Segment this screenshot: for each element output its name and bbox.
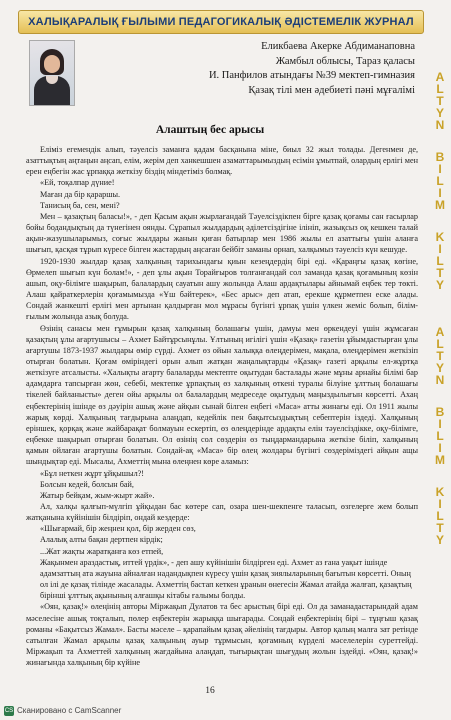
side-brand-strip bbox=[427, 70, 447, 670]
side-brand-word: KILTY bbox=[433, 230, 447, 290]
side-brand-word: ALTYN bbox=[433, 70, 447, 130]
paragraph: Еліміз егемендік алып, тәуелсіз заманға қадам басқанына міне, биыл 32 жыл толады. Дегенмен де, азаттықтың аңтаңын аңсап, елім, жерім деп ханкешшен азаматтарымыздың есімін ұмытпай, олардың ерлігі мен ерен еңбегін жас ұрпаққа жеткізу біздің міндетіміз болмақ. bbox=[26, 145, 418, 177]
verse-line: Болсын кедей, болсын бай, bbox=[40, 479, 134, 489]
verse-line: Жатыр бейқам, жым-жырт жай». bbox=[40, 490, 155, 500]
verse-line: Жақынмен араздастық, иттей үрдік», - деп ашу күйінішін білдірген еді. Ахмет аз ғана уақыт ішінде адамзаттың ата жауына айналған надандықпен күресу үшін қазақ зиялыларының бағытын көрсетті. Оның ол ілі де қазақ тілінде жасалады. Ахметтің бастап кеткен ұранын өнегесін Жамал атайда жалғап, қазақтың бірінші ұлттық ақынының алғашқы кітабы ғалымы болды. bbox=[40, 557, 412, 601]
author-info bbox=[115, 40, 415, 98]
paragraph: 1920-1930 жылдар қазақ халқының тарихындағы қиын кезеңдердің бірі еді. «Қараңғы қазақ көгіне, Өрмелеп шығып күн болам!», - деп ұлы ақын Торайғыров толғанғандай сол заманда қазақ қоғамының көзін ашып, оқу-білімге шақырып, балалардың сауатын ашу жолында Алаш ардақтылары айнымай еңбек тер төкті. Алаш қайраткерлерін қоғамымызда «Ұш бәйтерек», «Бес арыс» деп атап, ерекше құрметпен еске алады. Сондай жанкешті ерлігі мен артынан қалдырған мол мұрасы бүгінгі ұрпақ үшін үлкен жеміс болып, білім-ғылым жолында азық болуда. bbox=[26, 256, 418, 322]
paragraph: Өзінің санасы мен ғұмырын қазақ халқының болашағы үшін, дамуы мен өркендеуі үшін жұмсаған қазақтың ұлы ағартушысы – Ахмет Байтұрсынұлы. Ұлтының игілігі үшін «Қазақ» газетін ұйымдастырған ұлы ағартушы 1873-1937 жылдары өмір сүрді. Ахмет өз ойын халыққа өлеңдерімен, мақала, өлеңдерімен жеткізіп отырған болатын. Қоғам өміріндегі орын алып жатқан жаңалықтарды «Қазақ» газеті арқылы ел-жұртқа жеткізуге атсалысты. «Халықты ағарту балаларды мектепте оқытудан басталады және мұны арнайы білімі бар адамдарға тапсырған жөн, себебі, мектепке ұрпақтың өз халқының өткені туралы білуіне ұлттың болашағы тікелей байланысты» деген ойы арқылы ол балалардың медреседе оқытудың маңыздылығын көрсетті. Ахаң еңбектерінің ішінде өз дәуірін ашық және айқын сынай білген еңбегі «Маса» атты жинағы еді. Ол 1911 жылы жарық көрді. Халқының тағдырына алаңдап, кедейлік пен бақытсыздықтың себептерін іздеді. Халқының еріншек, қорқақ және жайбарақат болмауын ескертіп, өз өлеңдерінде ардақты елін тәуелсіздікке, оқу-білімге, еңбекке шақырып отырған болатын. Ол өзінің сол сөздерін өз тыңдармандарына жеткізе біліп, халқының қамын ойлаған ағартушы болатын. Сондай-ақ «Маса» бір өлең жолдары бүгінгі сөздеріміздегі айқын ащы шындықтар еді. Мысалы, Ахметтің мына өлеңнен көре аламыз: bbox=[26, 323, 418, 467]
article-body bbox=[26, 144, 418, 668]
paragraph: Мен – қазақтың баласы!», - деп Қасым ақын жырлағандай Тәуелсіздікпен бірге қазақ қоғамы сан ғасырлар бойы бодандықтың да түнегінен оянды. Сұрапыл жылдардың әділетсіздігіне ілініп, жазықсыз оқ кешкен талай ақын-жазушыларымыз, соғыс жылдары жанын қиған батырлар мен 1986 жылы ел азаттығы үшін аланға шығып, қасқая тұрып күресе білген жастардың аңсаған бейбіт заманы орнап, халқымыз тәуелсіз күн кешуде. bbox=[26, 211, 418, 255]
page-number: 16 bbox=[205, 686, 215, 696]
verse-line: «Бұл неткен жұрт ұйқышыл?! bbox=[40, 468, 145, 478]
side-brand-word: BILIM bbox=[433, 150, 447, 210]
paragraph: «Оян, қазақ!» өлеңінің авторы Міржақып Дулатов та бес арыстың бірі еді. Ол да заманадастарындай адам мәселесіне ашық тоқталып, пөлер еңбектерін жарыққа шығарады. Сондай еңбектерінің бірі – тұңғыш қазақ романы «Бақытсыз Жамал». Басты мәселе – қарапайым қазақ әйелінің тағдыры. Автор қалың малға зат ретінде сатылған Жамал арқылы қазақ халқының ауыр тұрмысын, қоғамның күрделі мәселелерін суреттейді. Міржақып та Ахметтей халқының жағдайына алаңдап, тығырықтан шығудың жолын іздейді. «Оян, қазақ!» жинағында халқының бір күйіне bbox=[26, 602, 418, 668]
author-school: И. Панфилов атындағы №39 мектеп-гимназия bbox=[208, 70, 415, 81]
verse-line: «Шығармай, бір жеңнен қол, бір жерден сөз, bbox=[40, 524, 196, 534]
author-position: Қазақ тілі мен әдебиеті пәні мұғалімі bbox=[248, 84, 415, 96]
author-name: Еликбаева Акерке Абдиманаповна bbox=[261, 41, 415, 52]
verse-line: Танисың ба, сен, мені? bbox=[40, 200, 120, 210]
author-photo bbox=[29, 40, 75, 106]
scanner-watermark bbox=[4, 706, 121, 716]
verse-line: ...Жат жақты жаратқанға көз етпей, bbox=[40, 546, 164, 556]
side-brand-word: BILIM bbox=[433, 405, 447, 465]
scanner-note: Сканировано с CamScanner bbox=[17, 706, 122, 716]
paragraph: Ал, халқы қалғып-мүлгіп ұйқыдан бас көтере сап, озара шен-шекпенге таласып, өзгелерге жем болып жатқанына күйінішін білдіріп, ондай кездерде: bbox=[26, 502, 418, 523]
journal-header: ХАЛЫҚАРАЛЫҚ ҒЫЛЫМИ ПЕДАГОГИКАЛЫҚ ӘДІСТЕМЕЛІК ЖУРНАЛ bbox=[18, 10, 424, 34]
side-brand-word: KILTY bbox=[433, 485, 447, 545]
verse-line: Маған да бір қараршы. bbox=[40, 189, 121, 199]
verse-line: Алалық алты бақан дертпен кірдік; bbox=[40, 535, 163, 545]
author-region: Жамбыл облысы, Тараз қаласы bbox=[275, 55, 415, 67]
article-title: Алаштың бес арысы bbox=[155, 124, 265, 136]
camscanner-icon: CS bbox=[4, 708, 14, 714]
side-brand-word: ALTYN bbox=[433, 325, 447, 385]
verse-line: «Ей, тоқалпар дүние! bbox=[40, 178, 115, 188]
